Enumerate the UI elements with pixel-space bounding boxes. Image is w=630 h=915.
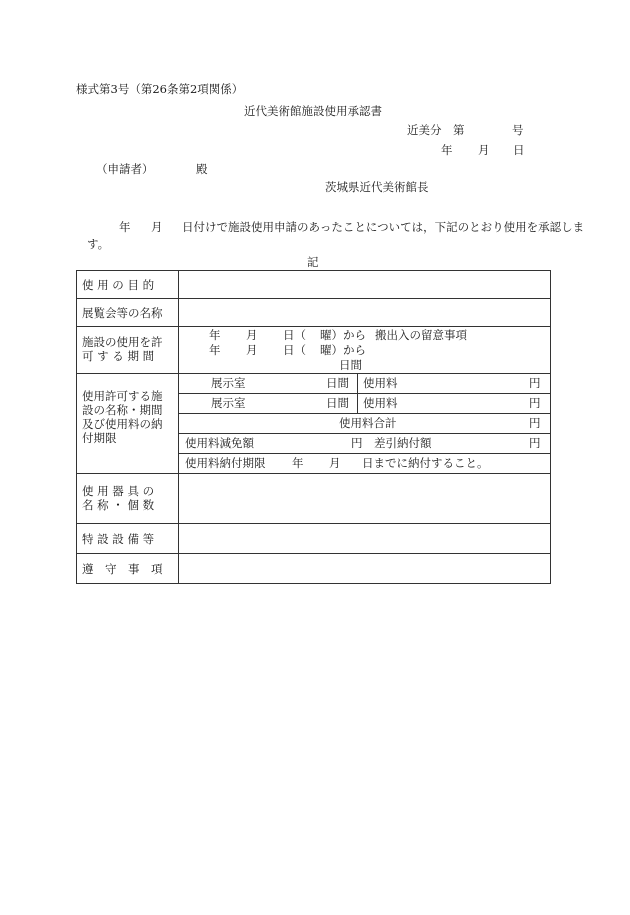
period-label-line2: 可 す る 期 間	[82, 349, 155, 363]
fee-total-yen: 円	[529, 416, 541, 430]
period-total-days: 日間	[339, 358, 362, 372]
fee-total-row[interactable]	[179, 414, 550, 434]
period-start-year: 年	[209, 328, 221, 342]
ref-go: 号	[512, 123, 524, 137]
row-exhibition	[77, 299, 551, 327]
compliance-label: 遵 守 事 項	[82, 562, 163, 576]
applicant-label: （申請者）	[96, 162, 154, 176]
fee-deadline-year: 年	[292, 456, 304, 470]
room-fee-yen-2: 円	[529, 396, 541, 410]
exhibition-label-cell	[77, 299, 179, 327]
period-start-day: 日（	[283, 328, 306, 342]
row-purpose	[77, 271, 551, 299]
equipment-label-line1: 使 用 器 具 の	[82, 484, 155, 498]
room-fee-yen-1: 円	[529, 376, 541, 390]
exhibition-value-cell[interactable]	[179, 299, 551, 327]
ref-dai: 第	[453, 123, 465, 137]
issuer: 茨城県近代美術館長	[325, 180, 429, 194]
room-label-1: 展示室	[211, 376, 246, 390]
period-start-month: 月	[246, 328, 258, 342]
period-label-cell	[77, 327, 179, 374]
compliance-value-cell[interactable]	[179, 554, 551, 584]
facility-value-cell	[179, 374, 551, 474]
purpose-label-cell	[77, 271, 179, 299]
ref-prefix: 近美分	[407, 123, 442, 137]
period-value-cell[interactable]	[179, 327, 551, 374]
fee-deadline-label: 使用料納付期限	[185, 456, 266, 470]
ki-heading: 記	[307, 255, 319, 269]
period-start-weekday: 曜）から	[320, 328, 366, 342]
fee-deadline-month: 月	[329, 456, 341, 470]
period-label-line1: 施設の使用を許	[82, 335, 163, 349]
exhibition-label: 展覧会等の名称	[82, 306, 163, 320]
compliance-label-cell	[77, 554, 179, 584]
approval-table	[76, 270, 551, 584]
body-month: 月	[151, 220, 163, 234]
form-number: 様式第3号（第26条第2項関係）	[76, 82, 244, 96]
special-label: 特 設 設 備 等	[82, 532, 155, 546]
row-period	[77, 327, 551, 374]
document-title: 近代美術館施設使用承認書	[244, 104, 382, 118]
date-month: 月	[478, 143, 490, 157]
row-compliance	[77, 554, 551, 584]
fee-total-label: 使用料合計	[339, 416, 397, 430]
room-fee-label-2: 使用料	[363, 396, 398, 410]
room-row-1[interactable]	[179, 374, 550, 394]
row-equipment	[77, 474, 551, 524]
row-special	[77, 524, 551, 554]
fee-deadline-text: 日までに納付すること。	[362, 456, 489, 470]
fee-reduction-label: 使用料減免額	[185, 436, 254, 450]
fee-reduction-yen: 円	[351, 436, 363, 450]
special-label-cell	[77, 524, 179, 554]
fee-net-label: 差引納付額	[374, 436, 432, 450]
room-fee-label-1: 使用料	[363, 376, 398, 390]
room-days-1: 日間	[326, 376, 349, 390]
room-label-2: 展示室	[211, 396, 246, 410]
room-row-2[interactable]	[179, 394, 550, 414]
body-text-line2: す。	[87, 237, 110, 251]
date-day: 日	[513, 143, 525, 157]
loading-notes-label: 搬出入の留意事項	[375, 328, 467, 342]
period-end-weekday: 曜）から	[320, 343, 366, 357]
facility-label-line2: 設の名称・期間	[82, 403, 163, 417]
fee-reduction-row[interactable]	[179, 434, 550, 454]
period-end-day: 日（	[283, 343, 306, 357]
facility-label-line1: 使用許可する施	[82, 389, 163, 403]
purpose-value-cell[interactable]	[179, 271, 551, 299]
period-end-month: 月	[246, 343, 258, 357]
body-year: 年	[119, 220, 131, 234]
body-text-line1: 日付けで施設使用申請のあったことについては，下記のとおり使用を承認しま	[182, 220, 585, 234]
fee-deadline-row[interactable]	[179, 454, 550, 473]
date-year: 年	[441, 143, 453, 157]
special-value-cell[interactable]	[179, 524, 551, 554]
fee-net-yen: 円	[529, 436, 541, 450]
equipment-value-cell[interactable]	[179, 474, 551, 524]
purpose-label: 使 用 の 目 的	[82, 278, 155, 292]
equipment-label-line2: 名 称 ・ 個 数	[82, 498, 155, 512]
period-end-year: 年	[209, 343, 221, 357]
honorific: 殿	[196, 162, 208, 176]
row-facility	[77, 374, 551, 474]
equipment-label-cell	[77, 474, 179, 524]
facility-label-cell	[77, 374, 179, 474]
facility-label-line3: 及び使用料の納	[82, 417, 163, 431]
facility-label-line4: 付期限	[82, 431, 117, 445]
room-days-2: 日間	[326, 396, 349, 410]
